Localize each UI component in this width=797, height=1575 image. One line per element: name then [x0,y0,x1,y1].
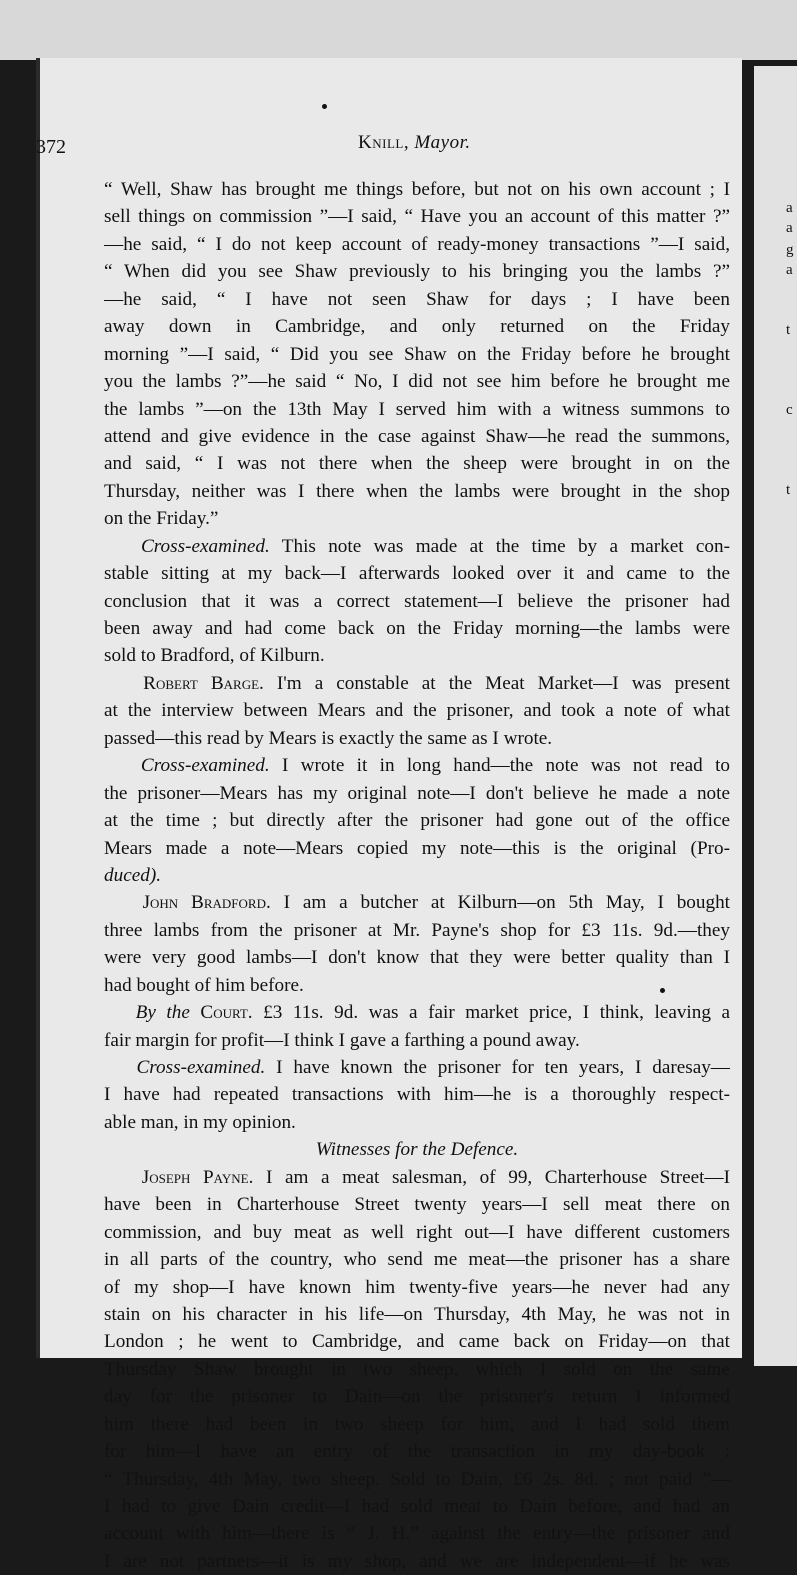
text-line: been away and had come back on the Friday morning—the lambs were [104,618,730,639]
running-head-name: Knill, [358,132,410,153]
text-line: fair margin for profit—I think I gave a farthing a pound away. [104,1029,580,1051]
facing-page-fragment: a [786,262,793,278]
text-line: on the Friday.” [104,508,219,530]
text-line: had bought of him before. [104,974,304,996]
text-line: sold to Bradford, of Kilburn. [104,645,325,667]
witness-paragraph [104,1164,730,1191]
text-line: three lambs from the prisoner at Mr. Payne's shop for £3 11s. 9d.—they [104,919,730,941]
text-line: the lambs ”—on the 13th May I served him with a witness summons to [104,398,730,420]
facing-page-fragment: g [786,242,794,258]
text-line: commission, and buy meat as well right out—I have different customers [104,1221,730,1243]
text-line: This note was made at the time by a market con- [281,535,730,557]
text-line: at the time ; but directly after the prisoner had gone out of the office [104,810,730,832]
facing-page-fragment: c [786,402,793,418]
text-line: sell things on commission ”—I said, “ Have you an account of this matter ?” [104,206,730,228]
text-line: were very good lambs—I don't know that they were better quality than I [104,947,730,969]
running-head-title: Mayor. [414,132,471,153]
text-line: I am a butcher at Kilburn—on 5th May, I bought [283,892,730,914]
text-line: I'm a constable at the Meat Market—I was present [276,672,730,694]
page-number: 372 [36,136,66,158]
text-line: have been in Charterhouse Street twenty years—I sell meat there on [104,1194,730,1216]
text-line: I wrote it in long hand—the note was not read to [281,755,730,777]
text-line: away down in Cambridge, and only returned on the Friday [104,316,730,338]
text-line: attend and give evidence in the case against Shaw—he read the summons, [104,425,730,447]
text-line: “ Well, Shaw has brought me things before, but not on his own account ; I [104,179,730,200]
text-line: Mears made a note—Mears copied my note—this is the original (Pro- [104,837,730,859]
facing-page-edge [754,66,797,1366]
text-line: I are not partners—it is my shop, and we are independent—if he was [104,1550,730,1572]
text-line: passed—this read by Mears is exactly the same as I wrote. [104,727,553,749]
cross-examined-label: Cross-examined. [136,1057,266,1078]
court-paragraph [104,999,730,1026]
text-line: stain on his character in his life—on Thursday, 4th May, he was not in [104,1303,730,1325]
text-line: duced). [104,864,162,886]
text-line: I have had repeated transactions with him—he is a thoroughly respect- [104,1084,730,1106]
cross-examination-paragraph [104,533,730,560]
cross-examined-label: Cross-examined. [140,755,270,777]
section-heading: Witnesses for the Defence. [315,1139,519,1161]
text-line: I am a meat salesman, of 99, Charterhouse Street—I [265,1166,730,1188]
text-line: in all parts of the country, who send me meat—the prisoner has a share [104,1249,730,1271]
text-line: conclusion that it was a correct statement—I believe the prisoner had [104,590,730,612]
cross-examined-label: Cross-examined. [140,535,270,557]
text-line: and said, “ I was not there when the sheep were brought in on the [104,453,730,475]
text-line: at the interview between Mears and the prisoner, and took a note of what [104,700,730,722]
court-label: Court. [200,1002,253,1024]
text-line: day for the prisoner to Dain—on the prisoner's return I informed [104,1386,730,1408]
witness-paragraph [104,889,730,916]
facing-page-fragment: a [786,220,793,236]
witness-paragraph [104,670,730,697]
cross-examination-paragraph [104,752,730,779]
text-line: able man, in my opinion. [104,1111,296,1133]
text-line: account with him—there is “ J. H.” against the entry—the prisoner and [104,1523,730,1545]
text-line: £3 11s. 9d. was a fair market price, I think, leaving a [263,1002,730,1024]
text-line: Thursday, neither was I there when the lambs were brought in the shop [104,480,730,502]
cross-examination-paragraph [104,1054,730,1081]
facing-page-fragment: a [786,200,793,216]
witness-name: Joseph Payne. [141,1166,254,1188]
text-line: him there had been in two sheep for him, and I had sold them [104,1413,730,1435]
text-line: —he said, “ I have not seen Shaw for days ; I have been [104,288,730,310]
text-line: —he said, “ I do not keep account of ready-money transactions ”—I said, [104,233,730,255]
running-head [358,132,471,154]
speck [322,104,327,109]
text-line: you the lambs ?”—he said “ No, I did not see him before he brought me [104,371,730,393]
by-the-label: By the [135,1002,190,1024]
text-line: “ When did you see Shaw previously to his bringing you the lambs ?” [104,261,730,283]
body-text [104,176,730,1575]
text-line: stable sitting at my back—I afterwards looked over it and came to the [104,563,730,585]
text-line: I had to give Dain credit—I had sold meat to Dain before, and had an [104,1496,730,1517]
text-line: the prisoner—Mears has my original note—I don't believe he made a note [104,782,730,804]
text-line: for him—I have an entry of the transaction in my day-book : [104,1441,730,1463]
text-line: “ Thursday, 4th May, two sheep. Sold to Dain, £6 2s. 8d. ; not paid ”— [104,1468,730,1490]
top-scan-margin [0,0,797,60]
text-line: Thursday Shaw brought in two sheep, which I sold on the same [104,1358,730,1380]
facing-page-fragment: t [786,482,791,498]
text-line: I have known the prisoner for ten years, I daresay— [276,1057,730,1078]
text-line: London ; he went to Cambridge, and came back on Friday—on that [104,1331,730,1353]
witness-name: Robert Barge. [143,672,264,694]
facing-page-fragment: t [786,322,791,338]
text-line: of my shop—I have known him twenty-five years—he never had any [104,1276,730,1298]
text-line: morning ”—I said, “ Did you see Shaw on the Friday before he brought [104,343,730,365]
witness-name: John Bradford. [142,892,271,914]
